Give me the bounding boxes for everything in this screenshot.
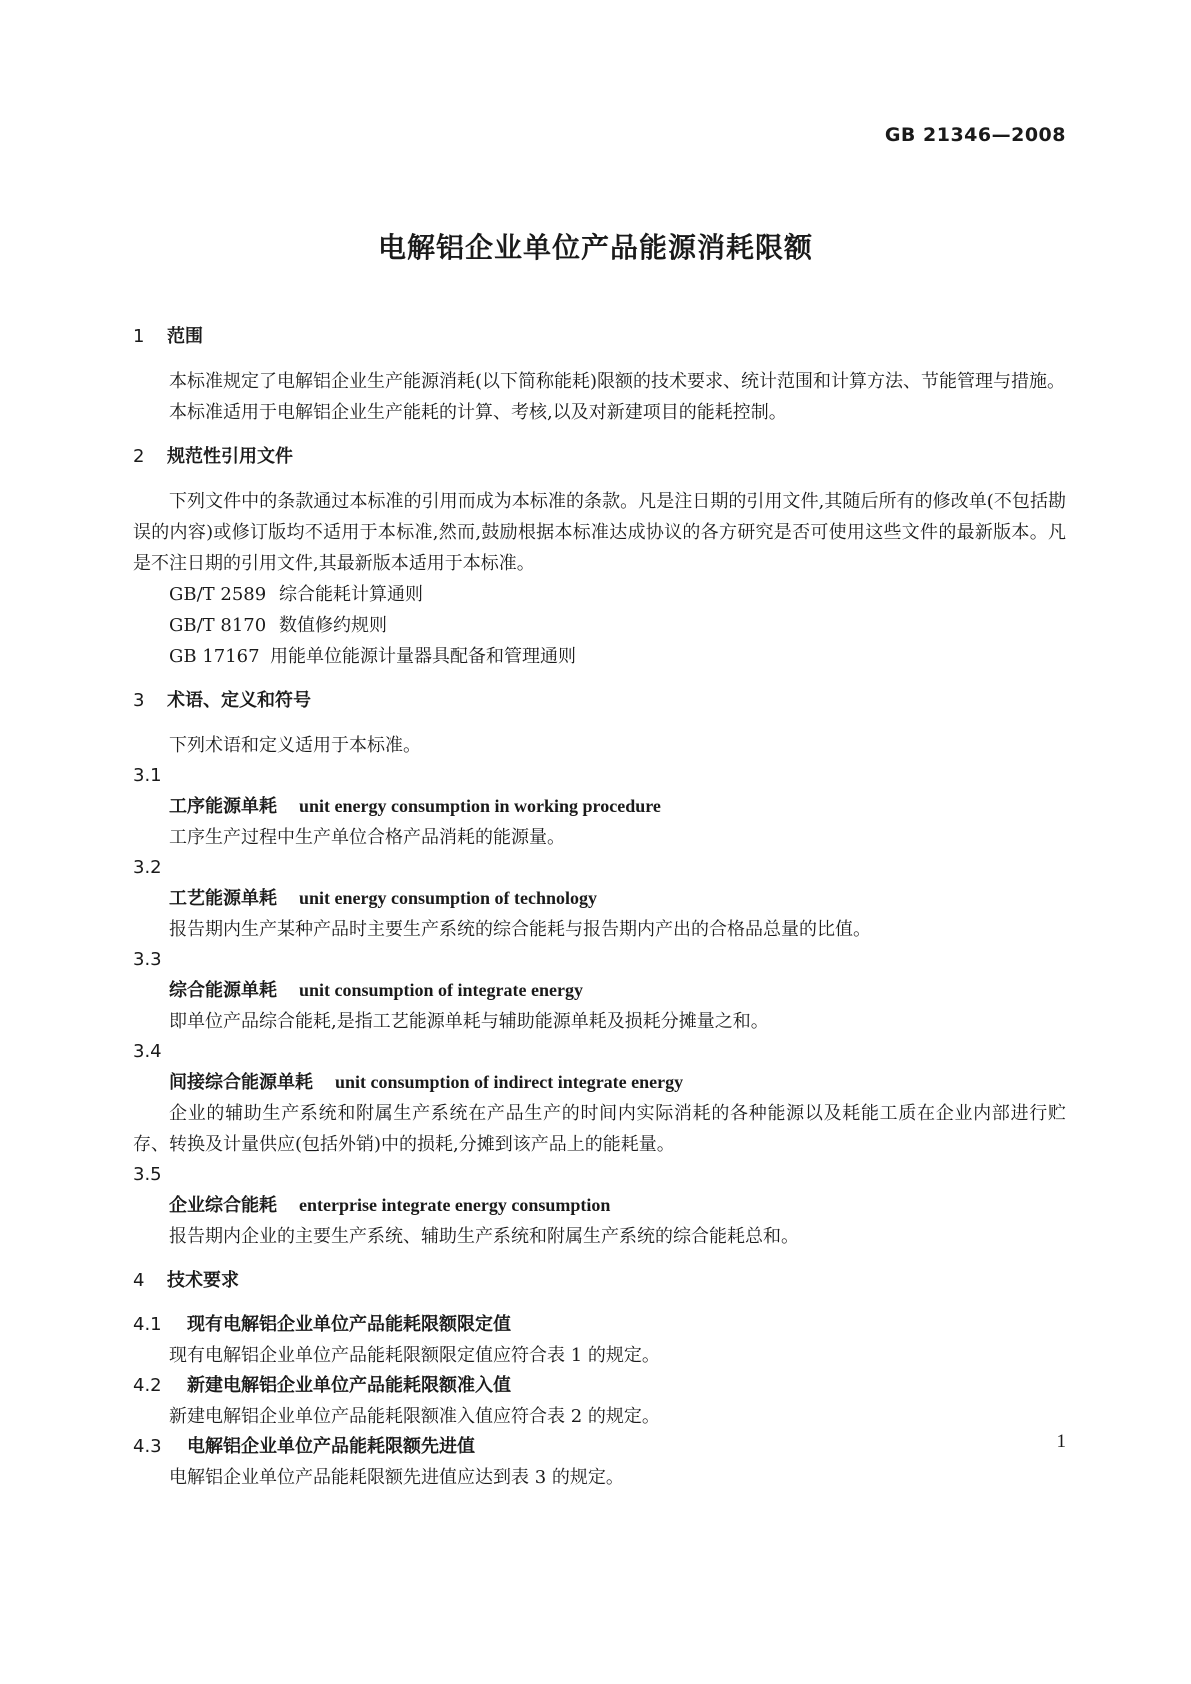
term-heading: [133, 883, 1066, 914]
section-1-heading: [133, 322, 1066, 352]
reference-name: 数值修约规则: [279, 615, 387, 636]
term-zh: 企业综合能耗: [169, 1195, 277, 1216]
term-heading: [133, 1067, 1066, 1098]
subsection-heading: [133, 1371, 1066, 1401]
page-number: 1: [1056, 1431, 1066, 1452]
section-title: 范围: [167, 326, 203, 347]
reference-item: [133, 579, 1066, 610]
term-number: 3.2: [133, 857, 162, 878]
term-definition: 企业的辅助生产系统和附属生产系统在产品生产的时间内实际消耗的各种能源以及耗能工质在企业内部进行贮存、转换及计量供应(包括外销)中的损耗,分摊到该产品上的能耗量。: [133, 1103, 1066, 1155]
paragraph: 新建电解铝企业单位产品能耗限额准入值应符合表 2 的规定。: [169, 1406, 660, 1427]
term-definition: 报告期内生产某种产品时主要生产系统的综合能耗与报告期内产出的合格品总量的比值。: [169, 919, 871, 940]
term-en: unit consumption of indirect integrate energy: [335, 1072, 684, 1092]
term-definition: 工序生产过程中生产单位合格产品消耗的能源量。: [169, 827, 565, 848]
subsection-heading: [133, 1310, 1066, 1340]
section-number: 3: [133, 690, 145, 711]
standard-number: GB 21346—2008: [884, 124, 1066, 146]
section-number: 1: [133, 326, 145, 347]
document-body: [133, 322, 1066, 1493]
reference-item: [133, 610, 1066, 641]
section-2-heading: [133, 442, 1066, 472]
term-heading: [133, 791, 1066, 822]
subsection-title: 新建电解铝企业单位产品能耗限额准入值: [187, 1375, 511, 1396]
document-title: 电解铝企业单位产品能源消耗限额: [377, 231, 813, 264]
subsection-title: 电解铝企业单位产品能耗限额先进值: [187, 1436, 475, 1457]
term-en: unit consumption of integrate energy: [299, 980, 583, 1000]
section-title: 规范性引用文件: [167, 446, 293, 467]
reference-code: GB/T 8170: [169, 615, 267, 636]
term-heading: [133, 1190, 1066, 1221]
section-title: 术语、定义和符号: [167, 690, 311, 711]
section-title: 技术要求: [167, 1270, 239, 1291]
subsection-number: 4.3: [133, 1436, 162, 1457]
term-zh: 综合能源单耗: [169, 980, 277, 1001]
term-zh: 工序能源单耗: [169, 796, 277, 817]
reference-code: GB/T 2589: [169, 584, 267, 605]
paragraph: 本标准规定了电解铝企业生产能源消耗(以下简称能耗)限额的技术要求、统计范围和计算方法、节能管理与措施。: [169, 371, 1066, 392]
section-4-heading: [133, 1266, 1066, 1296]
paragraph: 本标准适用于电解铝企业生产能耗的计算、考核,以及对新建项目的能耗控制。: [169, 402, 787, 423]
term-number: 3.4: [133, 1041, 162, 1062]
term-en: unit energy consumption in working procedure: [299, 796, 661, 816]
section-number: 2: [133, 446, 145, 467]
term-definition: 即单位产品综合能耗,是指工艺能源单耗与辅助能源单耗及损耗分摊量之和。: [169, 1011, 769, 1032]
term-number: 3.1: [133, 765, 162, 786]
term-en: unit energy consumption of technology: [299, 888, 598, 908]
paragraph: 下列文件中的条款通过本标准的引用而成为本标准的条款。凡是注日期的引用文件,其随后所有的修改单(不包括勘误的内容)或修订版均不适用于本标准,然而,鼓励根据本标准达成协议的各方研究是否可使用这些文件的最新版本。凡是不注日期的引用文件,其最新版本适用于本标准。: [133, 491, 1066, 574]
subsection-number: 4.1: [133, 1314, 162, 1335]
section-number: 4: [133, 1270, 145, 1291]
term-zh: 间接综合能源单耗: [169, 1072, 313, 1093]
subsection-heading: [133, 1432, 1066, 1462]
term-definition: 报告期内企业的主要生产系统、辅助生产系统和附属生产系统的综合能耗总和。: [169, 1226, 799, 1247]
paragraph: 电解铝企业单位产品能耗限额先进值应达到表 3 的规定。: [169, 1467, 624, 1488]
paragraph: 下列术语和定义适用于本标准。: [169, 735, 421, 756]
reference-item: [133, 641, 1066, 672]
subsection-title: 现有电解铝企业单位产品能耗限额限定值: [187, 1314, 511, 1335]
paragraph: 现有电解铝企业单位产品能耗限额限定值应符合表 1 的规定。: [169, 1345, 660, 1366]
term-zh: 工艺能源单耗: [169, 888, 277, 909]
section-3-heading: [133, 686, 1066, 716]
term-en: enterprise integrate energy consumption: [299, 1195, 611, 1215]
term-number: 3.5: [133, 1164, 162, 1185]
reference-code: GB 17167: [169, 646, 260, 667]
reference-name: 用能单位能源计量器具配备和管理通则: [270, 646, 576, 667]
reference-name: 综合能耗计算通则: [279, 584, 423, 605]
term-heading: [133, 975, 1066, 1006]
term-number: 3.3: [133, 949, 162, 970]
subsection-number: 4.2: [133, 1375, 162, 1396]
